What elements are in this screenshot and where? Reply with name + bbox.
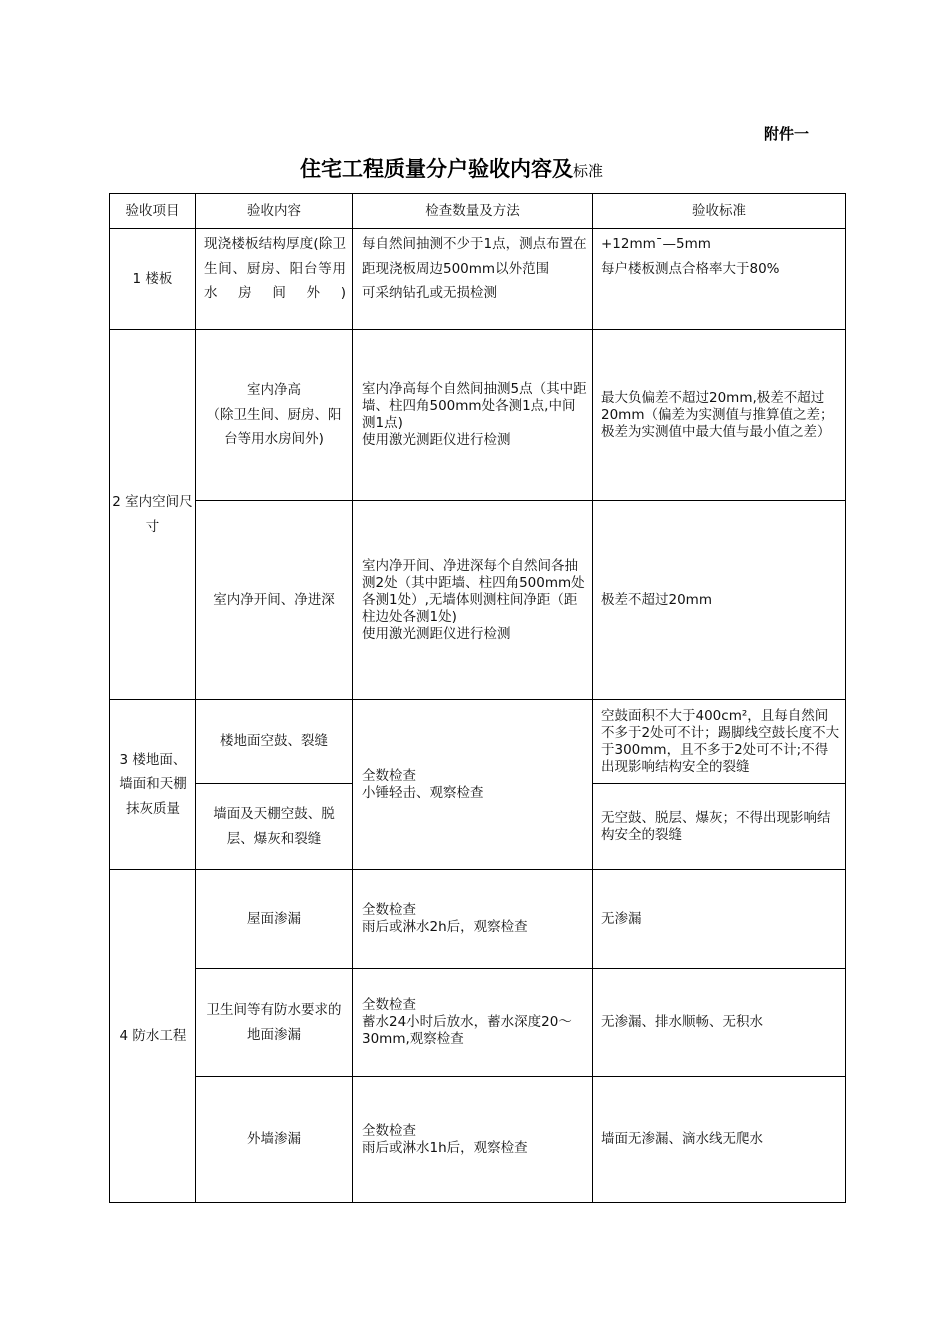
content-exterior-wall-leakage: 外墙渗漏 — [247, 1131, 301, 1148]
content-roof-leakage: 屋面渗漏 — [247, 910, 301, 927]
method-clear-span: 室内净开间、净进深每个自然间各抽测2处（其中距墙、柱四角500mm处各测1处）,无墙体则测柱间净距（距柱边处各测1处) 使用激光测距仪进行检测 — [362, 557, 585, 642]
standard-exterior-wall-leakage: 墙面无渗漏、滴水线无爬水 — [601, 1131, 763, 1147]
method-exterior-wall-leakage: 全数检查 雨后或淋水1h后，观察检查 — [362, 1122, 528, 1156]
standard-roof-leakage: 无渗漏 — [601, 910, 642, 927]
content-slab-thickness: 现浇楼板结构厚度(除卫生间、厨房、阳台等用水房间外) — [204, 236, 346, 301]
standard-floor-hollowing: 空鼓面积不大于400cm²，且每自然间不多于2处可不计；踢脚线空鼓长度不大于300mm，且不多于2处可不计;不得出现影响结构安全的裂缝 — [601, 707, 840, 775]
title-main: 住宅工程质量分户验收内容及 — [300, 157, 573, 181]
annex-label: 附件一 — [764, 125, 810, 143]
item-waterproofing: 4 防水工程 — [119, 1027, 187, 1044]
method-plaster-quality: 全数检查 小锤轻击、观察检查 — [362, 767, 484, 801]
method-slab-thickness: 每自然间抽测不少于1点，测点布置在距现浇板周边500mm以外范围 可采纳钻孔或无损检测 — [362, 236, 587, 301]
method-roof-leakage: 全数检查 雨后或淋水2h后，观察检查 — [362, 902, 528, 935]
item-floor-slab: 1 楼板 — [132, 270, 173, 287]
content-wall-ceiling-hollowing: 墙面及天棚空鼓、脱层、爆灰和裂缝 — [213, 806, 335, 847]
standard-clear-span: 极差不超过20mm — [601, 591, 712, 608]
header-content: 验收内容 — [247, 202, 301, 219]
standard-bathroom-leakage: 无渗漏、排水顺畅、无积水 — [601, 1014, 763, 1030]
standard-wall-ceiling-hollowing: 无空鼓、脱层、爆灰；不得出现影响结构安全的裂缝 — [601, 809, 831, 843]
header-item: 验收项目 — [125, 202, 180, 219]
standard-slab-thickness: +12mm¯—5mm 每户楼板测点合格率大于80% — [601, 236, 780, 277]
document-title — [300, 153, 603, 183]
content-clear-span: 室内净开间、净进深 — [213, 591, 335, 608]
title-suffix: 标准 — [573, 162, 604, 180]
content-floor-hollowing: 楼地面空鼓、裂缝 — [220, 733, 328, 750]
item-plaster-quality: 3 楼地面、墙面和天棚抹灰质量 — [119, 751, 187, 817]
standard-clear-height: 最大负偏差不超过20mm,极差不超过20mm（偏差为实测值与推算值之差；极差为实测值中最大值与最小值之差） — [601, 389, 834, 440]
item-room-dimensions: 2 室内空间尺寸 — [112, 494, 193, 535]
method-bathroom-leakage: 全数检查 蓄水24小时后放水，蓄水深度20～30mm,观察检查 — [362, 997, 572, 1047]
content-clear-height: 室内净高 （除卫生间、厨房、阳台等用水房间外) — [206, 382, 342, 448]
method-clear-height: 室内净高每个自然间抽测5点（其中距墙、柱四角500mm处各测1点,中间测1点) 使用激光测距仪进行检测 — [362, 381, 587, 448]
header-standard: 验收标准 — [692, 202, 746, 219]
content-bathroom-leakage: 卫生间等有防水要求的地面渗漏 — [206, 1002, 342, 1043]
header-method: 检查数量及方法 — [425, 202, 520, 219]
